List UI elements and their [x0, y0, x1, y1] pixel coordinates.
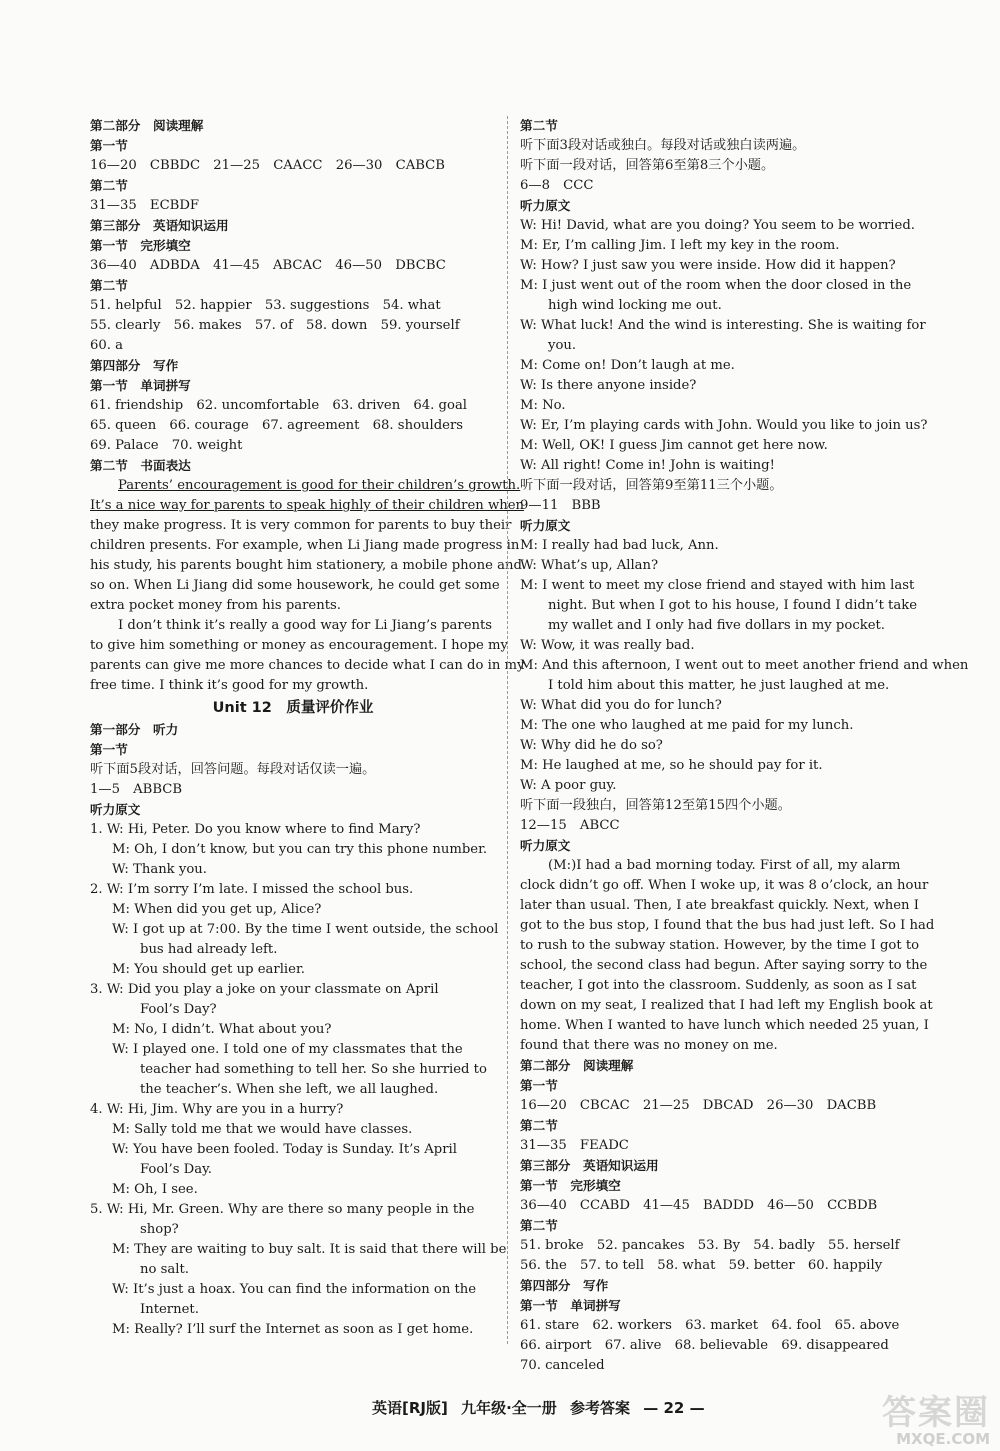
text-line: 2. W: I’m sorry I’m late. I missed the school bus.: [90, 882, 414, 897]
section-heading: 第二部分 阅读理解: [520, 1058, 634, 1073]
text-line: 听下面一段独白，回答第12至第15四个小题。: [520, 798, 791, 813]
text-line: Fool’s Day.: [140, 1162, 213, 1177]
text-line: so on. When Li Jiang did some housework, he could get some: [90, 578, 500, 593]
text-line: W: It’s just a hoax. You can find the information on the: [112, 1282, 477, 1297]
text-line: 3. W: Did you play a joke on your classmate on April: [90, 982, 439, 997]
text-line: they make progress. It is very common for parents to buy their: [90, 518, 512, 533]
text-line: W: Thank you.: [112, 862, 207, 877]
right-column: [520, 116, 969, 1376]
text-line: 65. queen 66. courage 67. agreement 68. shoulders: [90, 418, 464, 433]
page-footer: [372, 1397, 713, 1418]
section-heading: 第一部分 听力: [90, 722, 179, 737]
text-line: 51. helpful 52. happier 53. suggestions 54. what: [90, 298, 441, 313]
text-line: M: Er, I’m calling Jim. I left my key in the room.: [520, 238, 840, 253]
text-line: M: Sally told me that we would have classes.: [112, 1122, 413, 1137]
text-line: 55. clearly 56. makes 57. of 58. down 59. yourself: [90, 318, 460, 333]
text-line: I told him about this matter, he just laughed at me.: [548, 678, 890, 693]
section-heading: 听力原文: [520, 198, 571, 213]
text-line: 60. a: [90, 338, 124, 353]
text-line: 1—5 ABBCB: [90, 782, 183, 797]
text-line: free time. I think it’s good for my growth.: [90, 678, 369, 693]
watermark-logo-text: 答案圈: [882, 1393, 990, 1433]
text-line: M: He laughed at me, so he should pay for it.: [520, 758, 823, 773]
text-line: M: You should get up earlier.: [112, 962, 305, 977]
text-line: 69. Palace 70. weight: [90, 438, 243, 453]
text-line: clock didn’t go off. When I woke up, it was 8 o’clock, an hour: [520, 878, 929, 893]
text-line: to rush to the subway station. However, by the time I got to: [520, 938, 920, 953]
text-line: Parents’ encouragement is good for their children’s growth.: [118, 478, 521, 493]
text-line: W: A poor guy.: [520, 778, 617, 793]
section-heading: 第四部分 写作: [90, 358, 179, 373]
text-line: 51. broke 52. pancakes 53. By 54. badly 55. herself: [520, 1238, 900, 1253]
text-line: his study, his parents bought him stationery, a mobile phone and: [90, 558, 522, 573]
text-line: 12—15 ABCC: [520, 818, 620, 833]
section-heading: 第一节 完形填空: [520, 1178, 621, 1193]
text-line: 4. W: Hi, Jim. Why are you in a hurry?: [90, 1102, 344, 1117]
text-line: shop?: [140, 1222, 179, 1237]
text-line: 31—35 FEADC: [520, 1138, 629, 1153]
text-line: 听下面3段对话或独白。每段对话或独白读两遍。: [520, 138, 806, 153]
text-line: M: Oh, I see.: [112, 1182, 198, 1197]
text-line: night. But when I got to his house, I found I didn’t take: [548, 598, 918, 613]
section-heading: 第二节: [90, 178, 128, 193]
text-line: W: I played one. I told one of my classmates that the: [112, 1042, 463, 1057]
text-line: M: Come on! Don’t laugh at me.: [520, 358, 735, 373]
text-line: bus had already left.: [140, 942, 278, 957]
text-line: the teacher’s. When she left, we all laughed.: [140, 1082, 439, 1097]
text-line: later than usual. Then, I ate breakfast quickly. Next, when I: [520, 898, 919, 913]
text-line: 31—35 ECBDF: [90, 198, 200, 213]
text-line: got to the bus stop, I found that the bus had just left. So I had: [520, 918, 935, 933]
watermark-url: MXQE.COM: [896, 1430, 990, 1448]
section-heading: 第二节: [520, 1118, 558, 1133]
text-line: found that there was no money on me.: [520, 1038, 778, 1053]
text-line: home. When I wanted to have lunch which needed 25 yuan, I: [520, 1018, 929, 1033]
text-line: school, the second class had begun. After saying sorry to the: [520, 958, 928, 973]
left-column: [90, 116, 525, 1340]
text-line: W: All right! Come in! John is waiting!: [520, 458, 775, 473]
text-line: 36—40 ADBDA 41—45 ABCAC 46—50 DBCBC: [90, 258, 446, 273]
text-line: M: Really? I’ll surf the Internet as soon as I get home.: [112, 1322, 474, 1337]
page-number: — 22 —: [643, 1399, 705, 1417]
text-line: 16—20 CBCAC 21—25 DBCAD 26—30 DACBB: [520, 1098, 877, 1113]
text-line: M: They are waiting to buy salt. It is said that there will be: [112, 1242, 507, 1257]
text-line: parents can give me more chances to decide what I can do in my: [90, 658, 525, 673]
text-line: no salt.: [140, 1262, 189, 1277]
text-line: 36—40 CCABD 41—45 BADDD 46—50 CCBDB: [520, 1198, 878, 1213]
text-line: M: I really had bad luck, Ann.: [520, 538, 719, 553]
section-heading: 第二节: [520, 1218, 558, 1233]
text-line: 6—8 CCC: [520, 178, 594, 193]
text-line: M: The one who laughed at me paid for my lunch.: [520, 718, 854, 733]
section-heading: 第二节: [520, 118, 558, 133]
section-heading: 第一节: [90, 138, 128, 153]
text-line: M: Oh, I don’t know, but you can try this phone number.: [112, 842, 488, 857]
footer-section: 参考答案: [570, 1399, 631, 1417]
text-line: 听下面5段对话，回答问题。每段对话仅读一遍。: [90, 762, 376, 777]
text-line: down on my seat, I realized that I had left my English book at: [520, 998, 933, 1013]
text-line: I don’t think it’s really a good way for Li Jiang’s parents: [118, 618, 493, 633]
text-line: W: How? I just saw you were inside. How did it happen?: [520, 258, 896, 273]
section-heading: 第二节: [90, 278, 128, 293]
text-line: 66. airport 67. alive 68. believable 69. disappeared: [520, 1338, 889, 1353]
text-line: 9—11 BBB: [520, 498, 601, 513]
text-line: It’s a nice way for parents to speak highly of their children when: [90, 498, 525, 513]
section-heading: 听力原文: [520, 518, 571, 533]
text-line: 16—20 CBBDC 21—25 CAACC 26—30 CABCB: [90, 158, 445, 173]
text-line: 61. stare 62. workers 63. market 64. fool 65. above: [520, 1318, 900, 1333]
text-line: W: What did you do for lunch?: [520, 698, 722, 713]
section-heading: 第一节 单词拼写: [90, 378, 191, 393]
text-line: 1. W: Hi, Peter. Do you know where to find Mary?: [90, 822, 421, 837]
text-line: M: And this afternoon, I went out to meet another friend and when: [520, 658, 969, 673]
text-line: Internet.: [140, 1302, 199, 1317]
section-heading: 第一节 完形填空: [90, 238, 191, 253]
section-heading: 第四部分 写作: [520, 1278, 609, 1293]
text-line: 5. W: Hi, Mr. Green. Why are there so many people in the: [90, 1202, 475, 1217]
column-divider: [507, 116, 508, 1344]
footer-grade: 九年级·全一册: [461, 1399, 557, 1417]
text-line: W: I got up at 7:00. By the time I went outside, the school: [112, 922, 499, 937]
section-heading: 第一节 单词拼写: [520, 1298, 621, 1313]
text-line: W: What’s up, Allan?: [520, 558, 659, 573]
text-line: to give him something or money as encouragement. I hope my: [90, 638, 508, 653]
text-line: 听下面一段对话，回答第9至第11三个小题。: [520, 478, 783, 493]
text-line: W: You have been fooled. Today is Sunday. It’s April: [112, 1142, 457, 1157]
text-line: 听下面一段对话，回答第6至第8三个小题。: [520, 158, 775, 173]
text-line: M: No, I didn’t. What about you?: [112, 1022, 332, 1037]
section-heading: 第一节: [90, 742, 128, 757]
watermark-logo: [882, 1393, 990, 1448]
text-line: M: Well, OK! I guess Jim cannot get here now.: [520, 438, 828, 453]
text-line: 70. canceled: [520, 1358, 605, 1373]
section-heading: 听力原文: [520, 838, 571, 853]
section-heading: 第一节: [520, 1078, 558, 1093]
footer-subject: 英语[RJ版]: [372, 1399, 448, 1417]
text-line: Fool’s Day?: [140, 1002, 217, 1017]
text-line: W: Is there anyone inside?: [520, 378, 697, 393]
text-line: high wind locking me out.: [548, 298, 722, 313]
text-line: (M:)I had a bad morning today. First of all, my alarm: [548, 858, 901, 873]
text-line: M: No.: [520, 398, 566, 413]
section-heading: 第三部分 英语知识运用: [90, 218, 229, 233]
text-line: W: Er, I’m playing cards with John. Would you like to join us?: [520, 418, 928, 433]
text-line: children presents. For example, when Li Jiang made progress in: [90, 538, 520, 553]
section-heading: 第二节 书面表达: [90, 458, 191, 473]
text-line: you.: [548, 338, 577, 353]
text-line: extra pocket money from his parents.: [90, 598, 341, 613]
text-line: teacher had something to tell her. So she hurried to: [140, 1062, 487, 1077]
text-line: W: Why did he do so?: [520, 738, 663, 753]
text-line: M: I just went out of the room when the door closed in the: [520, 278, 912, 293]
unit-title: Unit 12 质量评价作业: [212, 700, 374, 716]
text-line: W: Wow, it was really bad.: [520, 638, 695, 653]
text-line: my wallet and I only had five dollars in my pocket.: [548, 618, 885, 633]
text-line: W: What luck! And the wind is interesting. She is waiting for: [520, 318, 926, 333]
text-line: M: I went to meet my close friend and stayed with him last: [520, 578, 915, 593]
section-heading: 听力原文: [90, 802, 141, 817]
text-line: 61. friendship 62. uncomfortable 63. driven 64. goal: [90, 398, 468, 413]
section-heading: 第三部分 英语知识运用: [520, 1158, 659, 1173]
text-line: 56. the 57. to tell 58. what 59. better 60. happily: [520, 1258, 883, 1273]
text-line: W: Hi! David, what are you doing? You seem to be worried.: [520, 218, 915, 233]
text-line: M: When did you get up, Alice?: [112, 902, 322, 917]
section-heading: 第二部分 阅读理解: [90, 118, 204, 133]
text-line: teacher, I got into the classroom. Suddenly, as soon as I sat: [520, 978, 917, 993]
